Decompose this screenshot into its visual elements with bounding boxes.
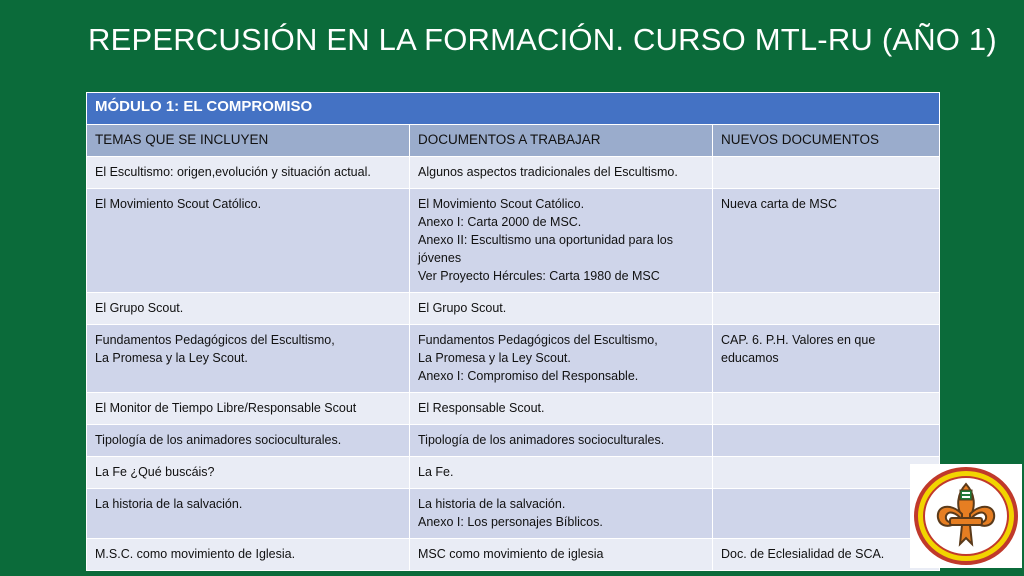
table-row bbox=[87, 457, 940, 489]
table-row bbox=[87, 189, 940, 293]
table-row bbox=[87, 157, 940, 189]
table-cell: El Responsable Scout. bbox=[410, 393, 713, 425]
table-cell bbox=[713, 489, 940, 539]
table-cell: La Fe ¿Qué buscáis? bbox=[87, 457, 410, 489]
scout-logo bbox=[910, 464, 1022, 568]
table-cell: Doc. de Eclesialidad de SCA. bbox=[713, 539, 940, 571]
table-row bbox=[87, 489, 940, 539]
table-cell: Fundamentos Pedagógicos del Escultismo, La Promesa y la Ley Scout. bbox=[87, 325, 410, 393]
table-row bbox=[87, 425, 940, 457]
table-cell: El Movimiento Scout Católico. bbox=[87, 189, 410, 293]
column-header-documentos: DOCUMENTOS A TRABAJAR bbox=[410, 125, 713, 157]
module-table bbox=[86, 92, 939, 571]
column-header-nuevos: NUEVOS DOCUMENTOS bbox=[713, 125, 940, 157]
table-row bbox=[87, 325, 940, 393]
slide-title: REPERCUSIÓN EN LA FORMACIÓN. CURSO MTL-RU (AÑO 1) bbox=[88, 22, 997, 57]
module-title: MÓDULO 1: EL COMPROMISO bbox=[87, 93, 940, 125]
table-row bbox=[87, 539, 940, 571]
table-cell: El Grupo Scout. bbox=[87, 293, 410, 325]
table-cell: La Fe. bbox=[410, 457, 713, 489]
table-row bbox=[87, 393, 940, 425]
table-cell: Tipología de los animadores socioculturales. bbox=[410, 425, 713, 457]
table-cell: El Grupo Scout. bbox=[410, 293, 713, 325]
table-cell: La historia de la salvación. Anexo I: Los personajes Bíblicos. bbox=[410, 489, 713, 539]
table-cell: El Movimiento Scout Católico. Anexo I: Carta 2000 de MSC. Anexo II: Escultismo una oportunidad para los jóvenes Ver Proyecto Hércules: Carta 1980 de MSC bbox=[410, 189, 713, 293]
table-cell bbox=[713, 393, 940, 425]
table-cell: Algunos aspectos tradicionales del Escultismo. bbox=[410, 157, 713, 189]
table-cell: MSC como movimiento de iglesia bbox=[410, 539, 713, 571]
table-cell: El Monitor de Tiempo Libre/Responsable Scout bbox=[87, 393, 410, 425]
table-cell: El Escultismo: origen,evolución y situación actual. bbox=[87, 157, 410, 189]
table-cell: M.S.C. como movimiento de Iglesia. bbox=[87, 539, 410, 571]
table-cell: Nueva carta de MSC bbox=[713, 189, 940, 293]
table-cell bbox=[713, 293, 940, 325]
scout-fleur-de-lis-emblem-icon bbox=[910, 464, 1022, 568]
table-cell bbox=[713, 425, 940, 457]
table-cell: CAP. 6. P.H. Valores en que educamos bbox=[713, 325, 940, 393]
table-cell bbox=[713, 457, 940, 489]
table-cell: Tipología de los animadores socioculturales. bbox=[87, 425, 410, 457]
column-header-temas: TEMAS QUE SE INCLUYEN bbox=[87, 125, 410, 157]
table-row bbox=[87, 293, 940, 325]
table-cell bbox=[713, 157, 940, 189]
table-cell: La historia de la salvación. bbox=[87, 489, 410, 539]
table-cell: Fundamentos Pedagógicos del Escultismo, La Promesa y la Ley Scout. Anexo I: Compromiso del Responsable. bbox=[410, 325, 713, 393]
